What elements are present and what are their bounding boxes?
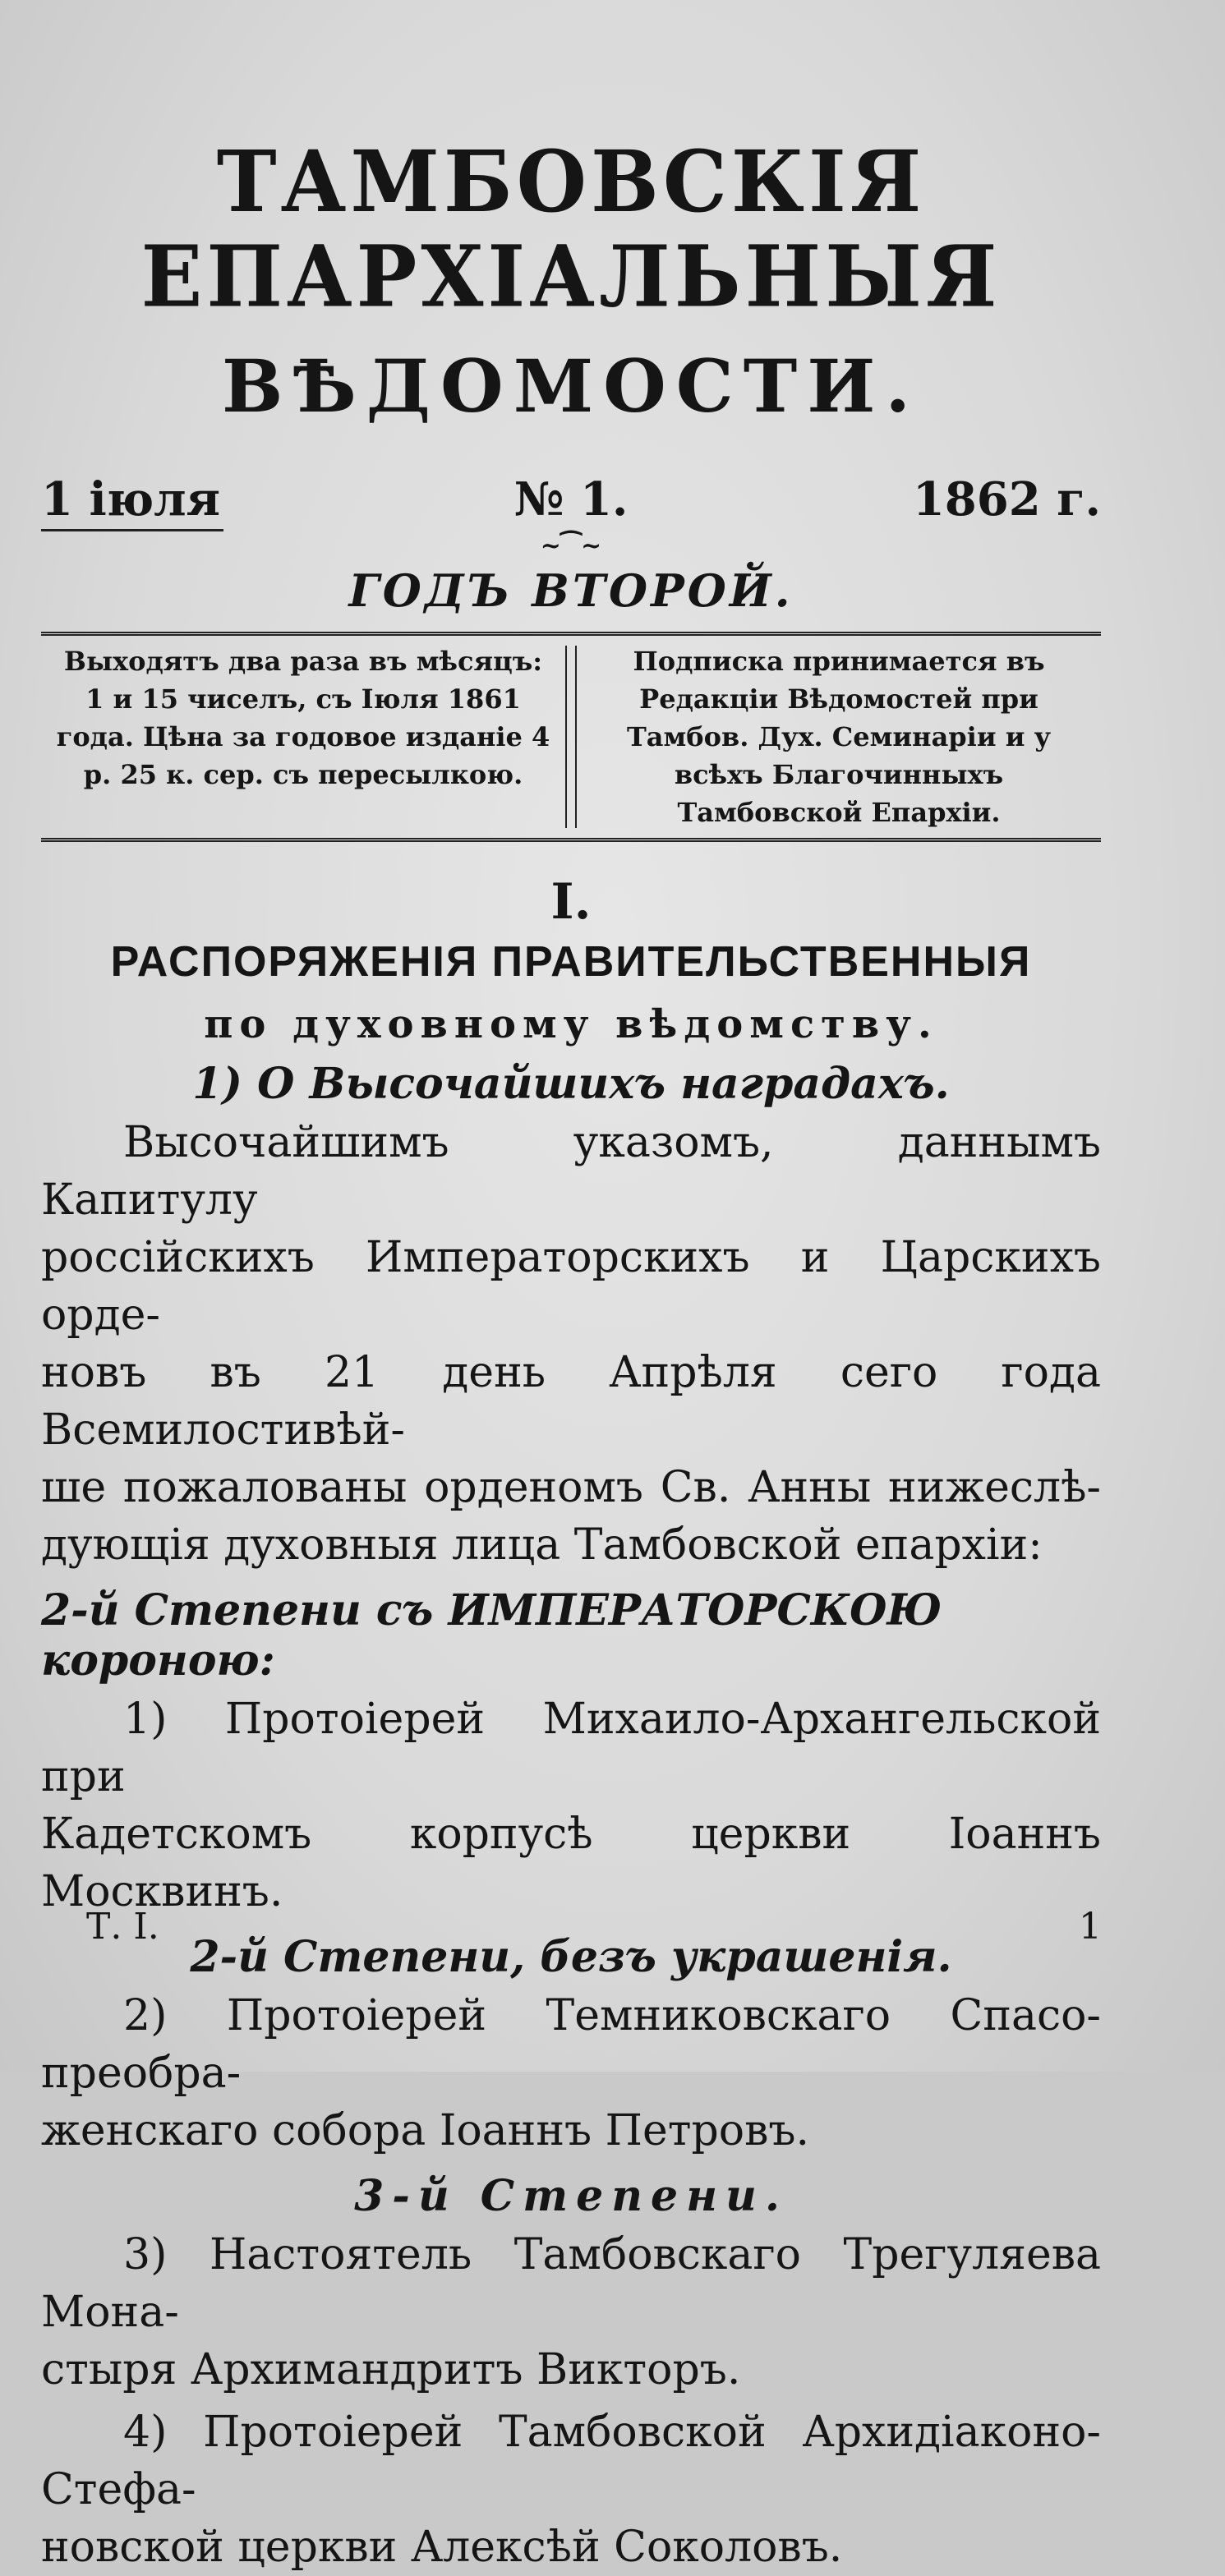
- year-label: ГОДЪ ВТОРОЙ.: [348, 564, 794, 617]
- column-divider: [565, 646, 577, 828]
- section-subheading: по духовному вѣдомству.: [204, 1001, 938, 1047]
- masthead-title-line2: ВѢДОМОСТИ.: [221, 343, 921, 429]
- issue-year: 1862 г.: [912, 472, 1101, 527]
- info-box: [41, 632, 1101, 842]
- page-number: 1: [1079, 1906, 1102, 1948]
- award-entry-2: [41, 1987, 1101, 2160]
- intro-line: ше пожалованы орденомъ Св. Анны нижеслѣ-: [41, 1463, 1101, 1512]
- issue-date: 1 іюля: [41, 472, 221, 527]
- entry-4-line-1: 4) Протоіерей Тамбовской Архидіаконо-Стефа-: [41, 2408, 1101, 2514]
- entry-2-line-2: женскаго собора Іоаннъ Петровъ.: [41, 2106, 809, 2155]
- item-title: 1) О Высочайшихъ наградахъ.: [192, 1059, 950, 1109]
- degree-heading-2: 2-й Степени, безъ украшенія.: [190, 1932, 952, 1982]
- publication-info: Выходятъ два раза въ мѣсяцъ: 1 и 15 чиселъ, съ Іюля 1861 года. Цѣна за годовое изданіе 4 р. 25 к. сер. съ пересылкою.: [56, 646, 550, 790]
- degree-heading-3: 3-й Степени.: [354, 2171, 788, 2221]
- subscription-info: Подписка принимается въ Редакціи Вѣдомостей при Тамбов. Дух. Семинаріи и у всѣхъ Благочинныхъ Тамбовской Епархіи.: [626, 646, 1052, 828]
- entry-3-line-2: стыря Архимандритъ Викторъ.: [41, 2345, 741, 2394]
- dateline: [41, 472, 1101, 560]
- entry-4-line-2: новской церкви Алексѣй Соколовъ.: [41, 2523, 843, 2572]
- entry-1-line-1: 1) Протоіерей Михаило-Архангельской при: [41, 1695, 1101, 1801]
- intro-paragraph: [41, 1114, 1101, 1574]
- section-heading: РАСПОРЯЖЕНІЯ ПРАВИТЕЛЬСТВЕННЫЯ: [110, 938, 1032, 986]
- degree-heading-1: 2-й Степени съ ИМПЕРАТОРСКОЮ короною:: [41, 1585, 942, 1686]
- intro-line: Высочайшимъ указомъ, даннымъ Капитулу: [41, 1118, 1101, 1225]
- masthead-title-line1: ТАМБОВСКІЯ ЕПАРХІАЛЬНЫЯ: [140, 132, 1002, 327]
- entry-1-line-2: Кадетскомъ корпусѣ церкви Іоаннъ Москвинъ.: [41, 1810, 1101, 1916]
- award-entry-3: [41, 2226, 1101, 2399]
- swash-ornament: ~⁀~: [540, 531, 602, 560]
- intro-line-last: дующія духовныя лица Тамбовской епархіи:: [41, 1520, 1043, 1570]
- entry-3-line-1: 3) Настоятель Тамбовскаго Трегуляева Мона-: [41, 2230, 1101, 2337]
- entry-2-line-1: 2) Протоіерей Темниковскаго Спасо-преобра-: [41, 1991, 1101, 2098]
- award-entry-4: [41, 2404, 1101, 2576]
- award-entry-1: [41, 1690, 1101, 1920]
- page-content: [41, 123, 1101, 2576]
- masthead: [41, 132, 1101, 429]
- volume-label: Т. I.: [86, 1906, 159, 1948]
- section-number: I.: [550, 873, 592, 931]
- intro-line: новъ въ 21 день Апрѣля сего года Всемилостивѣй-: [41, 1348, 1101, 1455]
- intro-line: россійскихъ Императорскихъ и Царскихъ орде-: [41, 1233, 1101, 1340]
- issue-number: № 1.: [513, 472, 629, 527]
